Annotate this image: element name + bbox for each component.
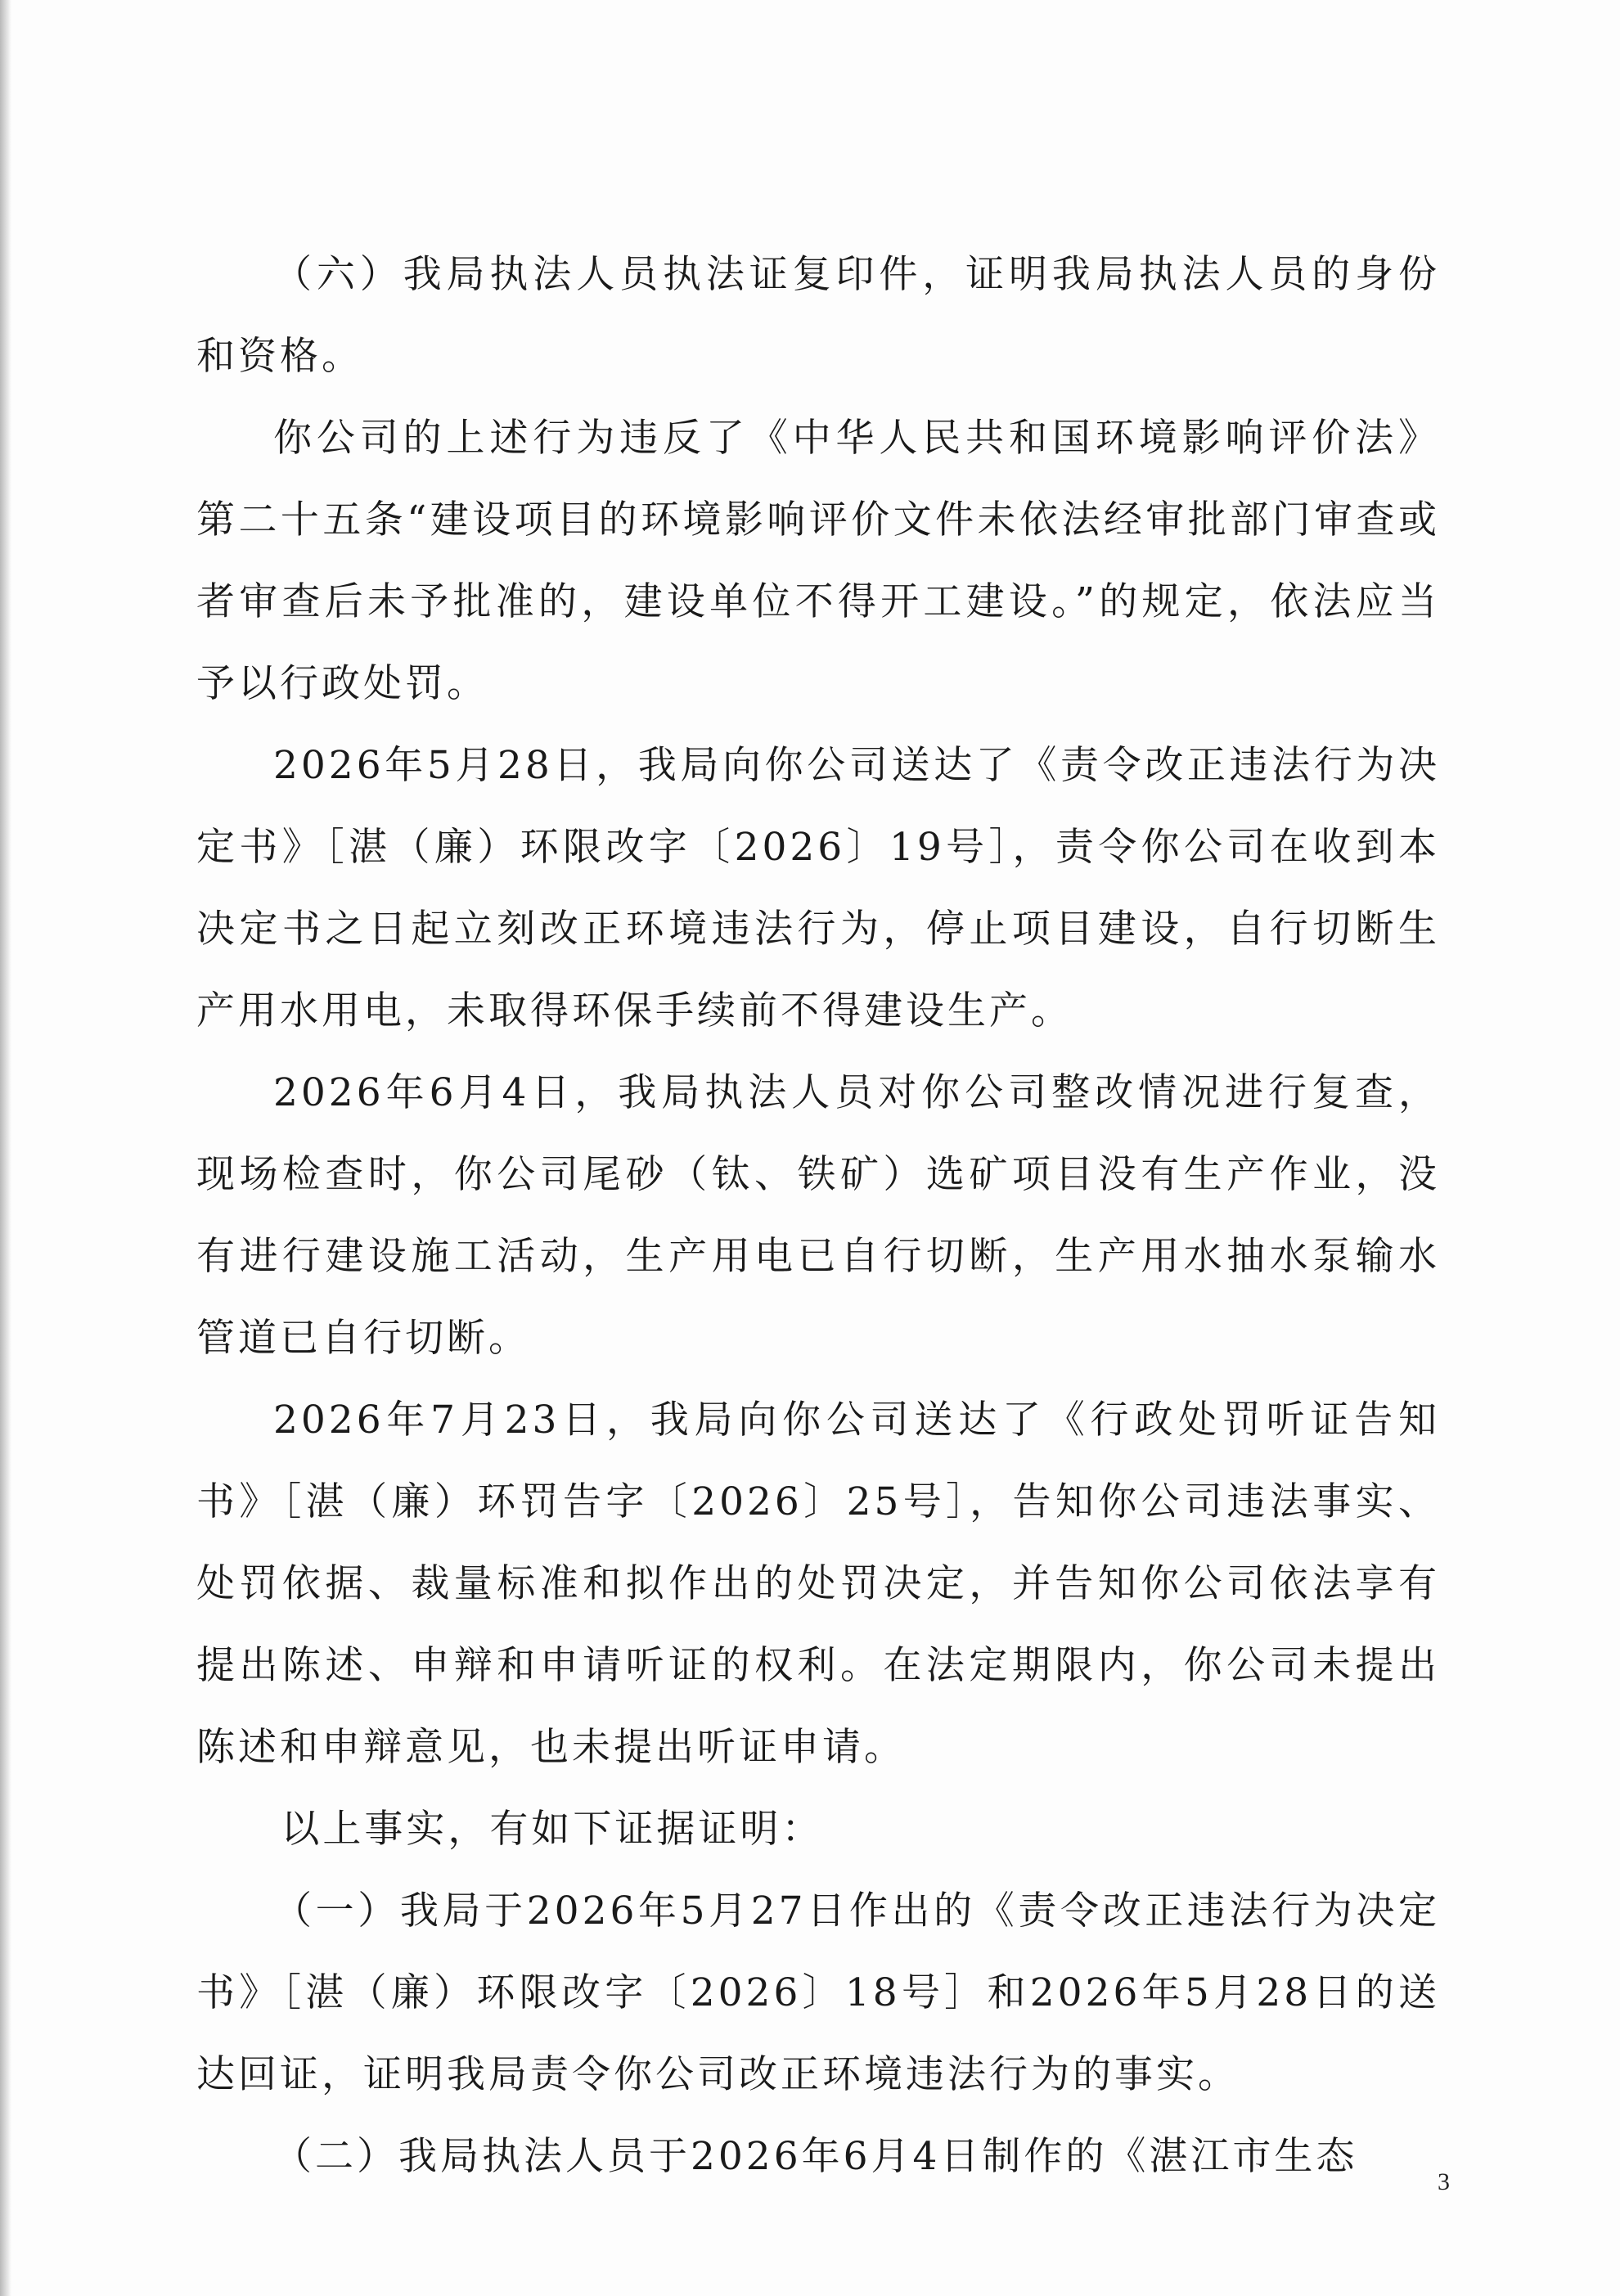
paragraph-correction-order: 2026年5月28日，我局向你公司送达了《责令改正违法行为决定书》［湛（廉）环限改字〔2026〕19号］，责令你公司在收到本决定书之日起立刻改正环境违法行为，停止项目建设，自行切断生产用水用电，未取得环保手续前不得建设生产。	[196, 743, 1440, 1033]
paragraph-hearing-notice: 2026年7月23日，我局向你公司送达了《行政处罚听证告知书》［湛（廉）环罚告字〔2026〕25号］，告知你公司违法事实、处罚依据、裁量标准和拟作出的处罚决定，并告知你公司依法享有提出陈述、申辩和申请听证的权利。在法定期限内，你公司未提出陈述和申辩意见，也未提出听证申请。	[196, 1398, 1440, 1770]
paragraph-evidence-1: （一）我局于2026年5月27日作出的《责令改正违法行为决定书》［湛（廉）环限改字〔2026〕18号］和2026年5月28日的送达回证，证明我局责令你公司改正环境违法行为的事实。	[196, 1889, 1440, 2097]
page-number: 3	[1438, 2168, 1450, 2195]
paragraph-reinspection: 2026年6月4日，我局执法人员对你公司整改情况进行复查，现场检查时，你公司尾砂（钛、铁矿）选矿项目没有生产作业，没有进行建设施工活动，生产用电已自行切断，生产用水抽水泵输水管道已自行切断。	[196, 1070, 1440, 1361]
paragraph-violation: 你公司的上述行为违反了《中华人民共和国环境影响评价法》第二十五条“建设项目的环境影响评价文件未依法经审批部门审查或者审查后未予批准的，建设单位不得开工建设。”的规定，依法应当予以行政处罚。	[196, 416, 1440, 706]
paragraph-evidence-2: （二）我局执法人员于2026年6月4日制作的《湛江市生态	[273, 2134, 1358, 2179]
paragraph-evidence-intro: 以上事实，有如下证据证明：	[281, 1807, 824, 1852]
paragraph-evidence-6: （六）我局执法人员执法证复印件，证明我局执法人员的身份和资格。	[196, 252, 1440, 379]
document-body	[196, 234, 1440, 2198]
scan-edge-shadow	[0, 0, 11, 2296]
